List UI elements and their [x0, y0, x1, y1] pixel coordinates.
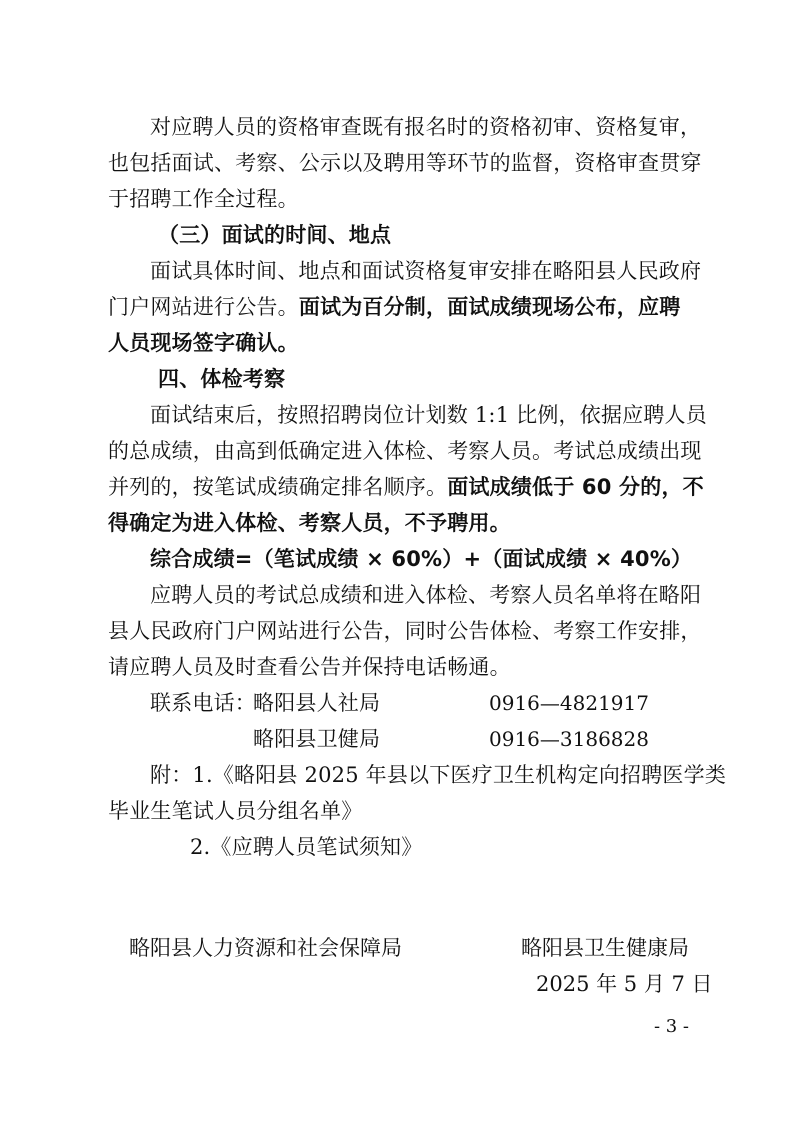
text-bold: 面试成绩低于 60 分的，不	[447, 475, 704, 499]
text-normal: 门户网站进行公告。	[108, 295, 299, 319]
contact-org-health: 略阳县卫健局	[253, 727, 381, 751]
attachment-line: 2.《应聘人员笔试须知》	[190, 835, 423, 859]
section-heading-exam: 四、体检考察	[158, 367, 286, 391]
paragraph-line: 面试结束后，按照招聘岗位计划数 1:1 比例，依据应聘人员	[150, 403, 707, 427]
contact-label: 联系电话：	[150, 691, 256, 715]
paragraph-line	[108, 290, 680, 324]
paragraph-line: 应聘人员的考试总成绩和进入体检、考察人员名单将在略阳	[150, 583, 702, 607]
contact-org-hr: 略阳县人社局	[253, 691, 381, 715]
text-bold: 面试为百分制，面试成绩现场公布，应聘	[298, 295, 681, 319]
contact-phone-health: 0916—3186828	[489, 727, 649, 751]
paragraph-line: 对应聘人员的资格审查既有报名时的资格初审、资格复审，	[150, 115, 702, 139]
paragraph-line: 于招聘工作全过程。	[108, 187, 299, 211]
signature-org-health: 略阳县卫生健康局	[521, 936, 689, 960]
paragraph-line: 的总成绩，由高到低确定进入体检、考察人员。考试总成绩出现	[108, 439, 702, 463]
signature-date: 2025 年 5 月 7 日	[536, 972, 713, 996]
text-normal: 并列的，按笔试成绩确定排名顺序。	[108, 475, 448, 499]
page-number: - 3 -	[653, 1016, 689, 1037]
paragraph-line	[108, 470, 704, 504]
signature-org-hr: 略阳县人力资源和社会保障局	[129, 936, 402, 960]
section-heading-interview: （三）面试的时间、地点	[158, 223, 392, 247]
paragraph-line-bold: 得确定为进入体检、考察人员，不予聘用。	[108, 511, 511, 535]
paragraph-line: 县人民政府门户网站进行公告，同时公告体检、考察工作安排，	[108, 619, 702, 643]
attachment-line: 毕业生笔试人员分组名单》	[108, 799, 363, 823]
paragraph-line: 也包括面试、考察、公示以及聘用等环节的监督，资格审查贯穿	[108, 151, 702, 175]
paragraph-line: 请应聘人员及时查看公告并保持电话畅通。	[108, 655, 511, 679]
paragraph-line-bold: 人员现场签字确认。	[108, 331, 299, 355]
contact-phone-hr: 0916—4821917	[489, 691, 649, 715]
attachment-line: 附：1.《略阳县 2025 年县以下医疗卫生机构定向招聘医学类	[150, 763, 727, 787]
score-formula: 综合成绩=（笔试成绩 × 60%）+（面试成绩 × 40%）	[150, 547, 693, 571]
paragraph-line: 面试具体时间、地点和面试资格复审安排在略阳县人民政府	[150, 259, 702, 283]
